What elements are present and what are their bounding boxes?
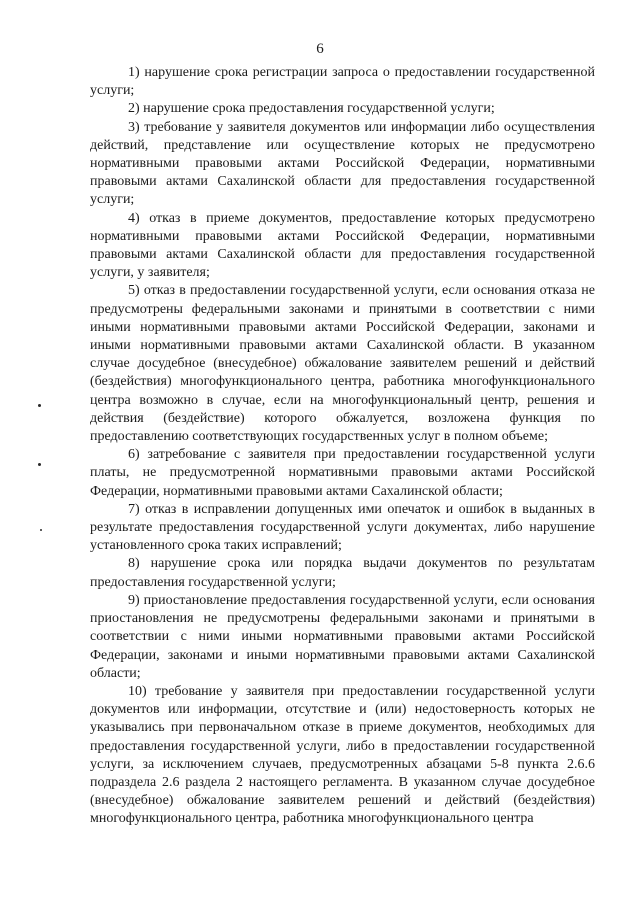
document-body xyxy=(90,64,595,829)
page-number: 6 xyxy=(316,41,324,57)
paragraph-item-4: 4) отказ в приеме документов, предоставление которых предусмотрено нормативными правовыми актами Российской Федерации, нормативными правовыми актами Сахалинской области для предоставления государственной услуги, у заявителя; xyxy=(90,210,595,281)
paragraph-item-5: 5) отказ в предоставлении государственной услуги, если основания отказа не предусмотрены федеральными законами и принятыми в соответствии с ними иными нормативными правовыми актами Российской Федерации, законами и иными нормативными правовыми актами Сахалинской области. В указанном случае досудебное (внесудебное) обжалование заявителем решений и действий (бездействия) многофункционального центра, работника многофункционального центра возможно в случае, если на многофункциональный центр, решения и действия (бездействие) которого обжалуется, возложена функция по предоставлению соответствующих государственных услуг в полном объеме; xyxy=(90,283,595,445)
paragraph-item-2: 2) нарушение срока предоставления государственной услуги; xyxy=(128,101,495,117)
paragraph-item-7: 7) отказ в исправлении допущенных ими опечаток и ошибок в выданных в результате предоставления государственной услуги документах, либо нарушение установленного срока таких исправлений; xyxy=(90,501,595,554)
scan-speck-mark xyxy=(40,529,42,531)
paragraph-item-8: 8) нарушение срока или порядка выдачи документов по результатам предоставления государственной услуги; xyxy=(90,556,595,590)
scan-speck-mark xyxy=(38,463,41,466)
paragraph-item-1: 1) нарушение срока регистрации запроса о предоставлении государственной услуги; xyxy=(90,65,595,99)
scan-speck-mark xyxy=(38,404,41,407)
paragraph-item-3: 3) требование у заявителя документов или информации либо осуществления действий, представление или осуществление которых не предусмотрено нормативными правовыми актами Российской Федерации, нормативными правовыми актами Сахалинской области для предоставления государственной услуги; xyxy=(90,119,595,208)
paragraph-item-9: 9) приостановление предоставления государственной услуги, если основания приостановления не предусмотрены федеральными законами и принятыми в соответствии с ними иными нормативными правовыми актами Российской Федерации, законами и иными нормативными правовыми актами Сахалинской области; xyxy=(90,592,595,681)
paragraph-item-10: 10) требование у заявителя при предоставлении государственной услуги документов или информации, отсутствие и (или) недостоверность которых не указывались при первоначальном отказе в приеме документов, необходимых для предоставления государственной услуги, либо в предоставлении государственной услуги, за исключением случаев, предусмотренных абзацами 5-8 пункта 2.6.6 подраздела 2.6 раздела 2 настоящего регламента. В указанном случае досудебное (внесудебное) обжалование заявителем решений и действий (бездействия) многофункционального центра, работника многофункционального центра xyxy=(90,683,595,827)
paragraph-item-6: 6) затребование с заявителя при предоставлении государственной услуги платы, не предусмотренной нормативными правовыми актами Российской Федерации, нормативными правовыми актами Сахалинской области; xyxy=(90,447,595,499)
